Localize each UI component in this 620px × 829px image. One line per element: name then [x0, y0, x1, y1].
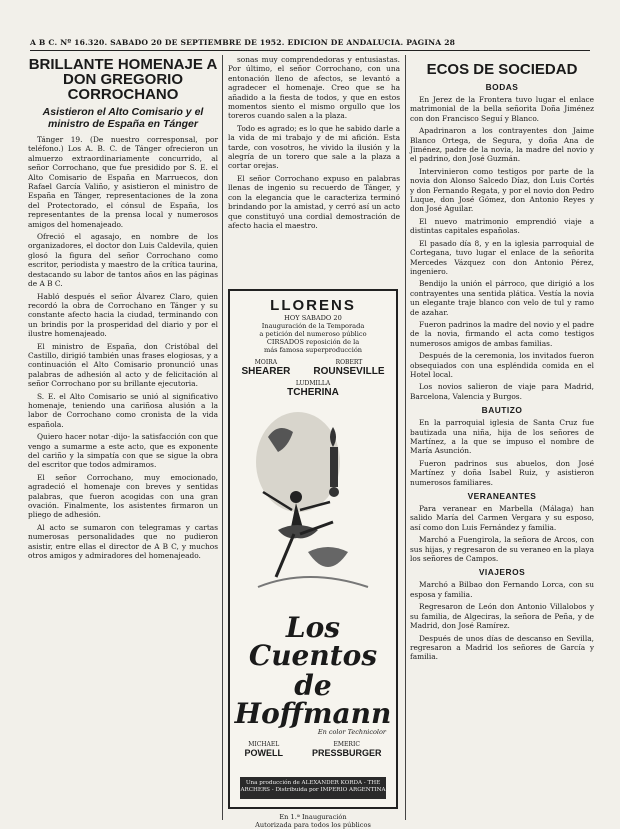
- article-paragraph: El señor Corrochano, muy emocionado, agradeció el homenaje con breves y sentidas palabras, que fueron acogidas con una gran ovación. Finalmente, los asistentes firmaron un pliego de adhesión.: [28, 472, 218, 520]
- society-paragraph: Regresaron de León don Antonio Villalobos y su familia, de Algeciras, la señora de Peña, y de Madrid, don José Ramírez.: [410, 602, 594, 631]
- society-paragraph: El pasado día 8, y en la iglesia parroquial de Cortegana, tuvo lugar el enlace de la señorita Mercedes Vázquez con don Antonio Pérez, ingeniero.: [410, 238, 594, 276]
- society-headline: ECOS DE SOCIEDAD: [426, 61, 578, 78]
- director-last-name: POWELL: [244, 748, 283, 758]
- section-heading-viajeros: VIAJEROS: [478, 567, 526, 578]
- director-last-name: PRESSBURGER: [311, 748, 382, 758]
- society-paragraph: Marchó a Fuengirola, la señora de Arcos, con sus hijas, y regresaron de su veraneo en la playa los señores de Campos.: [410, 535, 594, 564]
- article-paragraph: sonas muy comprendedoras y entusiastas. Por último, el señor Corrochano, con una entonación lleno de afectos, se levantó a agradecer el homenaje. Creo que se ha añadido a la fiesta de todos, y que en estos momentos siento el mismo orgullo que los toreros cuando salen a la plaza.: [228, 55, 400, 121]
- masthead: A B C. Nº 16.320. SABADO 20 DE SEPTIEMBRE DE 1952. EDICION DE ANDALUCIA. PAGINA 28: [30, 38, 590, 51]
- director-first-name: EMERIC: [333, 741, 360, 748]
- society-paragraph: Después de la ceremonia, los invitados fueron obsequiados con una espléndida comida en el Hotel local.: [410, 351, 594, 379]
- society-paragraph: Fueron padrinos sus abuelos, don José Martínez y doña Isabel Ruiz, y asistieron numerosos familiares.: [410, 458, 594, 487]
- society-paragraph: Fueron padrinos la madre del novio y el padre de la novia, firmando el acta como testigos numerosos amigos de ambas familias.: [410, 319, 594, 348]
- ad-stars: [230, 359, 396, 377]
- ad-line: Inauguración de la Temporada: [261, 322, 365, 330]
- director-credit: [244, 741, 283, 759]
- star-last-name: TCHERINA: [287, 387, 339, 398]
- article-headline: BRILLANTE HOMENAJE A DON GREGORIO CORROCHANO: [28, 56, 218, 103]
- article-paragraph: El señor Corrochano expuso en palabras llenas de ingenio su recuerdo de Tánger, y con la elegancia que le caracteriza terminó brindando por la amistad, y cerró así un acto que constituyó una cordial demostración de afecto hacia el maestro.: [228, 173, 400, 230]
- society-paragraph: En la parroquial iglesia de Santa Cruz fue bautizada una niña, hija de los señores de Martínez, a la que se impuso el nombre de María Asunción.: [410, 418, 594, 456]
- society-paragraph: Marchó a Bilbao don Fernando Lorca, con su esposa y familia.: [410, 580, 594, 599]
- technicolor-label: En color Technicolor: [317, 728, 386, 736]
- section-heading-bodas: BODAS: [485, 82, 519, 92]
- star-first-name: MOIRA: [254, 359, 278, 366]
- article-paragraph: Todo es agrado; es lo que he sabido darle a la vida de mi trabajo y de mi afición. Esta tarde, con vosotros, he vivido la ilusión y la alegría de un torero que sale a la plaza a cortar orejas.: [228, 123, 400, 171]
- section-heading-bautizo: BAUTIZO: [481, 405, 523, 416]
- star-last-name: ROUNSEVILLE: [313, 366, 385, 377]
- cinema-name: LLORENS: [270, 297, 356, 314]
- ad-line: CIRSADOS reposición de la: [266, 338, 360, 346]
- film-title: Los Cuentos: [248, 611, 378, 672]
- society-paragraph: El nuevo matrimonio emprendió viaje a distintas capitales españolas.: [410, 216, 594, 236]
- ad-date: HOY SABADO 20: [284, 314, 342, 322]
- society-paragraph: Bendijo la unión el párroco, que dirigió a los contrayentes una sentida plática. Vestía la novia un elegante traje blanco con velo de tul y ramo de azahar.: [410, 279, 594, 317]
- ballerina-illustration: [238, 402, 388, 612]
- article-paragraph: Quiero hacer notar -dijo- la satisfacción con que vengo a sumarme a este acto, que es exponente del cariño y la simpatía con que se sigue la obra del escritor que todos admiramos.: [28, 432, 218, 470]
- director-first-name: MICHAEL: [248, 741, 280, 748]
- ad-caption-line: En 1.ª Inauguración: [279, 813, 347, 821]
- column-1: [28, 55, 218, 820]
- star-credit: [241, 359, 290, 377]
- article-paragraph: Al acto se sumaron con telegramas y cartas numerosas personalidades que no pudieron asistir, entre ellas el director de A B C, y muchos otros amigos y admiradores del homenajeado.: [28, 522, 218, 561]
- article-paragraph: El ministro de España, don Cristóbal del Castillo, dirigió también unas frases elogiosas, y a continuación el Alto Comisario pronunció unas palabras de adhesión al acto y de felicitación al señor Corrochano por su brillante ejecutoria.: [28, 341, 218, 389]
- ad-distributor-band: Una producción de ALEXANDER KORDA - THE ARCHERS - Distribuida por IMPERIO ARGENTINA: [240, 777, 386, 799]
- ad-directors: [230, 741, 396, 759]
- section-heading-veraneantes: VERANEANTES: [467, 491, 537, 502]
- society-paragraph: Para veranear en Marbella (Málaga) han salido María del Carmen Vergara y su esposo, así como don Luis Fernández y familia.: [410, 504, 594, 532]
- column-3: [410, 55, 594, 820]
- article-paragraph: Habló después el señor Álvarez Claro, quien recordó la obra de Corrochano en Tánger y su constante afecto hacia la ciudad, terminando con un brindis por la prosperidad del diario y por el ilustre homenajeado.: [28, 291, 218, 339]
- article-paragraph: Tánger 19. (De nuestro corresponsal, por teléfono.) Los A. B. C. de Tánger ofrecieron un almuerzo extraordinariamente concurrido, al señor Corrochano, que fue presidido por S. E. el Alto Comisario de España en Marruecos, don Rafael García Valiño, y asistieron el ministro de España en Tánger, representaciones de la zona del Protectorado, el cónsul de España, los representantes de la prensa local y numerosos amigos del homenajeado.: [28, 135, 218, 229]
- star-credit: [313, 359, 384, 377]
- society-paragraph: Intervinieron como testigos por parte de la novia don Alonso Salcedo Díaz, don Luis Cortés y don Fernando Regata, y por el novio don Pedro Luque, don José Gómez, don Antonio Reyes y don José Aguilar.: [410, 166, 594, 214]
- society-paragraph: Apadrinaron a los contrayentes don Jaime Blanco Ortega, de Segura, y doña Ana de Jiménez, padre de la novia, la madre del novio y el padrino, don José Guzmán.: [410, 126, 594, 164]
- society-paragraph: En Jerez de la Frontera tuvo lugar el enlace matrimonial de la bella señorita Doña Jiménez con don Francisco Seguí y Blanco.: [410, 95, 594, 123]
- column-2: [228, 55, 400, 829]
- cinema-advertisement: [228, 289, 398, 809]
- society-paragraph: Después de unos días de descanso en Sevilla, regresaron a Madrid los señores de García y familia.: [410, 633, 594, 662]
- article-paragraph: Ofreció el agasajo, en nombre de los organizadores, el doctor don Luis Caldevila, quien glosó la figura del señor Corrochano como escritor, periodista y maestro de la crítica taurina, destacando su labor de tantos años en las páginas de A B C.: [28, 232, 218, 289]
- society-paragraph: Los novios salieron de viaje para Madrid, Barcelona, Valencia y Burgos.: [410, 382, 594, 401]
- article-subhead: Asistieron el Alto Comisario y el ministro de España en Tánger: [42, 106, 204, 130]
- star-first-name: ROBERT: [335, 359, 363, 366]
- star-first-name: LUDMILLA: [295, 380, 331, 387]
- article-paragraph: S. E. el Alto Comisario se unió al significativo homenaje, teniendo una cariñosa alusión a la labor de Corrochano como cronista de la vida española.: [28, 391, 218, 429]
- ad-caption: [228, 813, 398, 829]
- ad-caption-line: Autorizada para todos los públicos: [255, 821, 371, 829]
- ad-line: más famosa superproducción: [263, 346, 363, 354]
- article-continuation: [228, 55, 400, 233]
- column-rule-1: [222, 55, 223, 820]
- ad-line: a petición del numeroso público: [259, 330, 367, 338]
- film-title: de Hoffmann: [234, 669, 392, 730]
- column-rule-2: [405, 55, 406, 820]
- director-credit: [312, 741, 382, 759]
- star-last-name: SHEARER: [241, 366, 291, 377]
